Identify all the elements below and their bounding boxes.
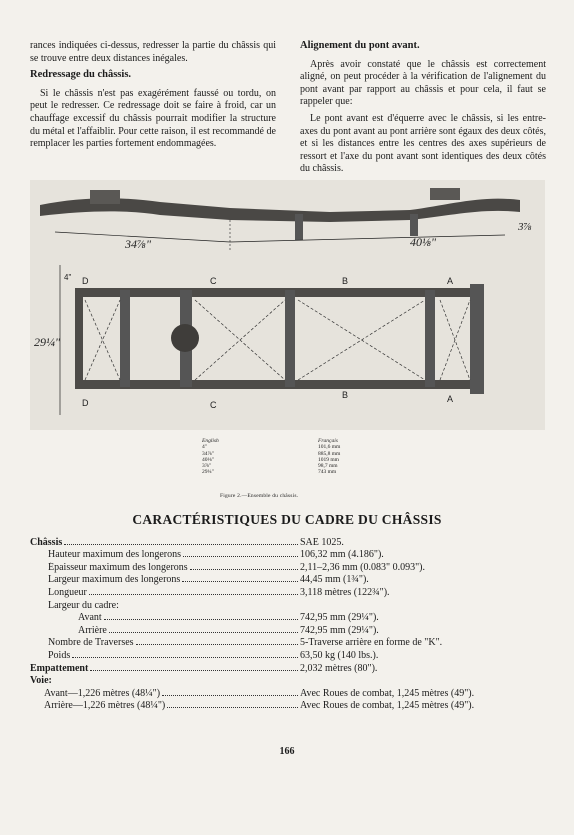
spec-label-cell — [30, 562, 300, 573]
spec-value: 63,50 kg (140 lbs.). — [300, 649, 379, 661]
right-paragraph-2: Le pont avant est d'équerre avec le châssis, si les entre-axes du pont avant au pont arrière sont égaux des deux côtés, et si les distances entre les centres des axes supérieurs de ressort et l'axe du pont avant sont identiques des deux côtés du châssis. — [300, 112, 546, 175]
left-paragraph-2: Si le châssis n'est pas exagérément faussé ou tordu, on peut le redresser. Ce redressage doit se faire à froid, car un chauffage excessif du châssis pourrait modifier la structure du métal et l'affaiblir. Pour cette raison, il est recommandé de remplacer les parties fortement endommagées. — [30, 87, 276, 150]
spec-label-cell — [30, 637, 300, 648]
dim-side-end: 3⅞ — [518, 221, 532, 233]
heading-redressage: Redressage du châssis. — [30, 69, 132, 81]
dot-leader — [182, 581, 298, 582]
spec-value: 742,95 mm (29¼"). — [300, 624, 379, 636]
spec-label-cell — [30, 700, 300, 711]
legend-fr: 98,7 mm — [318, 463, 338, 470]
page-number: 166 — [279, 746, 295, 757]
letter-b-top: B — [342, 276, 349, 286]
dim-side-right: 40⅛" — [410, 235, 437, 249]
letter-c-bottom: C — [210, 400, 217, 410]
legend-header-en: English — [202, 438, 219, 444]
spec-label-cell — [30, 600, 300, 611]
conversion-legend — [170, 438, 400, 476]
heading-alignement: Alignement du pont avant. — [300, 40, 420, 51]
letter-a-bottom: A — [447, 394, 454, 404]
legend-en: 3⅞" — [202, 463, 212, 470]
section-title: CARACTÉRISTIQUES DU CADRE DU CHÂSSIS — [132, 512, 442, 527]
spec-row — [30, 623, 550, 636]
dot-leader — [90, 670, 298, 671]
spec-label-cell — [30, 574, 300, 585]
spec-label: Avant — [78, 612, 102, 624]
dim-side-left: 34⅞" — [125, 237, 152, 251]
spec-label-cell — [30, 650, 300, 661]
spec-label: Châssis — [30, 536, 63, 548]
dot-leader — [167, 707, 298, 708]
left-paragraph-1: rances indiquées ci-dessus, redresser la partie du châssis qui se trouve entre deux distances inégales. — [30, 40, 276, 64]
spec-label-cell — [30, 688, 300, 699]
chassis-figure — [30, 180, 545, 430]
spec-row — [30, 674, 550, 687]
spec-row — [30, 661, 550, 674]
spec-label-cell — [30, 675, 300, 686]
legend-row — [170, 469, 400, 475]
dim-width: 29¼" — [34, 335, 61, 349]
spec-label: Poids — [48, 649, 71, 661]
spec-label: Voie: — [30, 675, 52, 687]
spec-row — [30, 598, 550, 611]
dim-top-left: 4" — [64, 273, 72, 282]
letter-a-top: A — [447, 276, 454, 286]
legend-fr: 101,6 mm — [318, 444, 341, 451]
spec-row — [30, 535, 550, 548]
spec-value: 742,95 mm (29¼"). — [300, 612, 379, 624]
spec-label: Longueur — [48, 586, 87, 598]
spec-label: Hauteur maximum des longerons — [48, 549, 182, 561]
spec-row — [30, 611, 550, 624]
spec-label: Épaisseur maximum des longerons — [48, 561, 188, 573]
spec-value: Avec Roues de combat, 1,245 mètres (49"). — [300, 687, 475, 699]
dot-leader — [72, 657, 298, 658]
spec-value: Avec Roues de combat, 1,245 mètres (49"). — [300, 700, 475, 712]
right-column — [300, 40, 546, 180]
dot-leader — [136, 644, 298, 645]
letter-c-top: C — [210, 276, 217, 286]
dot-leader — [183, 556, 298, 557]
right-paragraph-1: Après avoir constaté que le châssis est correctement aligné, on peut procéder à la vérification de l'alignement du pont avant par rapport au châssis et pour cela, il faut se rappeler que: — [300, 58, 546, 108]
legend-en: 34⅞" — [202, 450, 214, 457]
spec-label-cell — [30, 612, 300, 623]
dot-leader — [89, 594, 298, 595]
figure-caption: Figure 2.—Ensemble du châssis. — [220, 493, 299, 499]
legend-en: 40⅛" — [202, 456, 214, 463]
spec-row — [30, 560, 550, 573]
dot-leader — [162, 695, 298, 696]
spec-value: 5-Traverse arrière en forme de "K". — [300, 637, 443, 649]
legend-en: 4" — [202, 444, 207, 451]
legend-fr: 1019 mm — [318, 456, 339, 463]
legend-header-fr: Français — [318, 438, 338, 444]
left-column — [30, 40, 276, 155]
spec-label: Nombre de Traverses — [48, 637, 134, 649]
spec-label: Largeur maximum des longerons — [48, 574, 181, 586]
legend-en: 29¼" — [202, 469, 214, 476]
spec-label: Arrière—1,226 mètres (48¼") — [44, 700, 166, 712]
chassis-illustration — [30, 180, 545, 430]
legend-fr: 885,8 mm — [318, 450, 341, 457]
spec-label-cell — [30, 549, 300, 560]
letter-b-bottom: B — [342, 390, 349, 400]
spec-row — [30, 585, 550, 598]
spec-value: 3,118 mètres (122¾"). — [300, 586, 390, 598]
spec-label: Largeur du cadre: — [48, 599, 119, 611]
spec-value: SAE 1025. — [300, 536, 344, 548]
letter-d-bottom: D — [82, 398, 89, 408]
spec-value: 2,032 mètres (80"). — [300, 662, 378, 674]
dot-leader — [190, 569, 298, 570]
spec-label-cell — [30, 537, 300, 548]
letter-d-top: D — [82, 276, 89, 286]
spec-label-cell — [30, 663, 300, 674]
specs-table — [30, 535, 550, 711]
dot-leader — [109, 632, 298, 633]
dot-leader — [104, 619, 298, 620]
spec-label-cell — [30, 587, 300, 598]
spec-label: Arrière — [78, 624, 107, 636]
spec-row — [30, 686, 550, 699]
spec-row — [30, 636, 550, 649]
spec-row — [30, 648, 550, 661]
spec-row — [30, 548, 550, 561]
spec-row — [30, 573, 550, 586]
legend-fr: 743 mm — [318, 469, 337, 476]
spec-value: 106,32 mm (4.186"). — [300, 549, 384, 561]
spec-label: Empattement — [30, 662, 89, 674]
spec-label-cell — [30, 625, 300, 636]
spec-label: Avant—1,226 mètres (48¼") — [44, 687, 161, 699]
spec-value: 44,45 mm (1¾"). — [300, 574, 369, 586]
spec-value: 2,11–2,36 mm (0.083" 0.093"). — [300, 561, 426, 573]
dot-leader — [64, 544, 298, 545]
spec-row — [30, 699, 550, 712]
